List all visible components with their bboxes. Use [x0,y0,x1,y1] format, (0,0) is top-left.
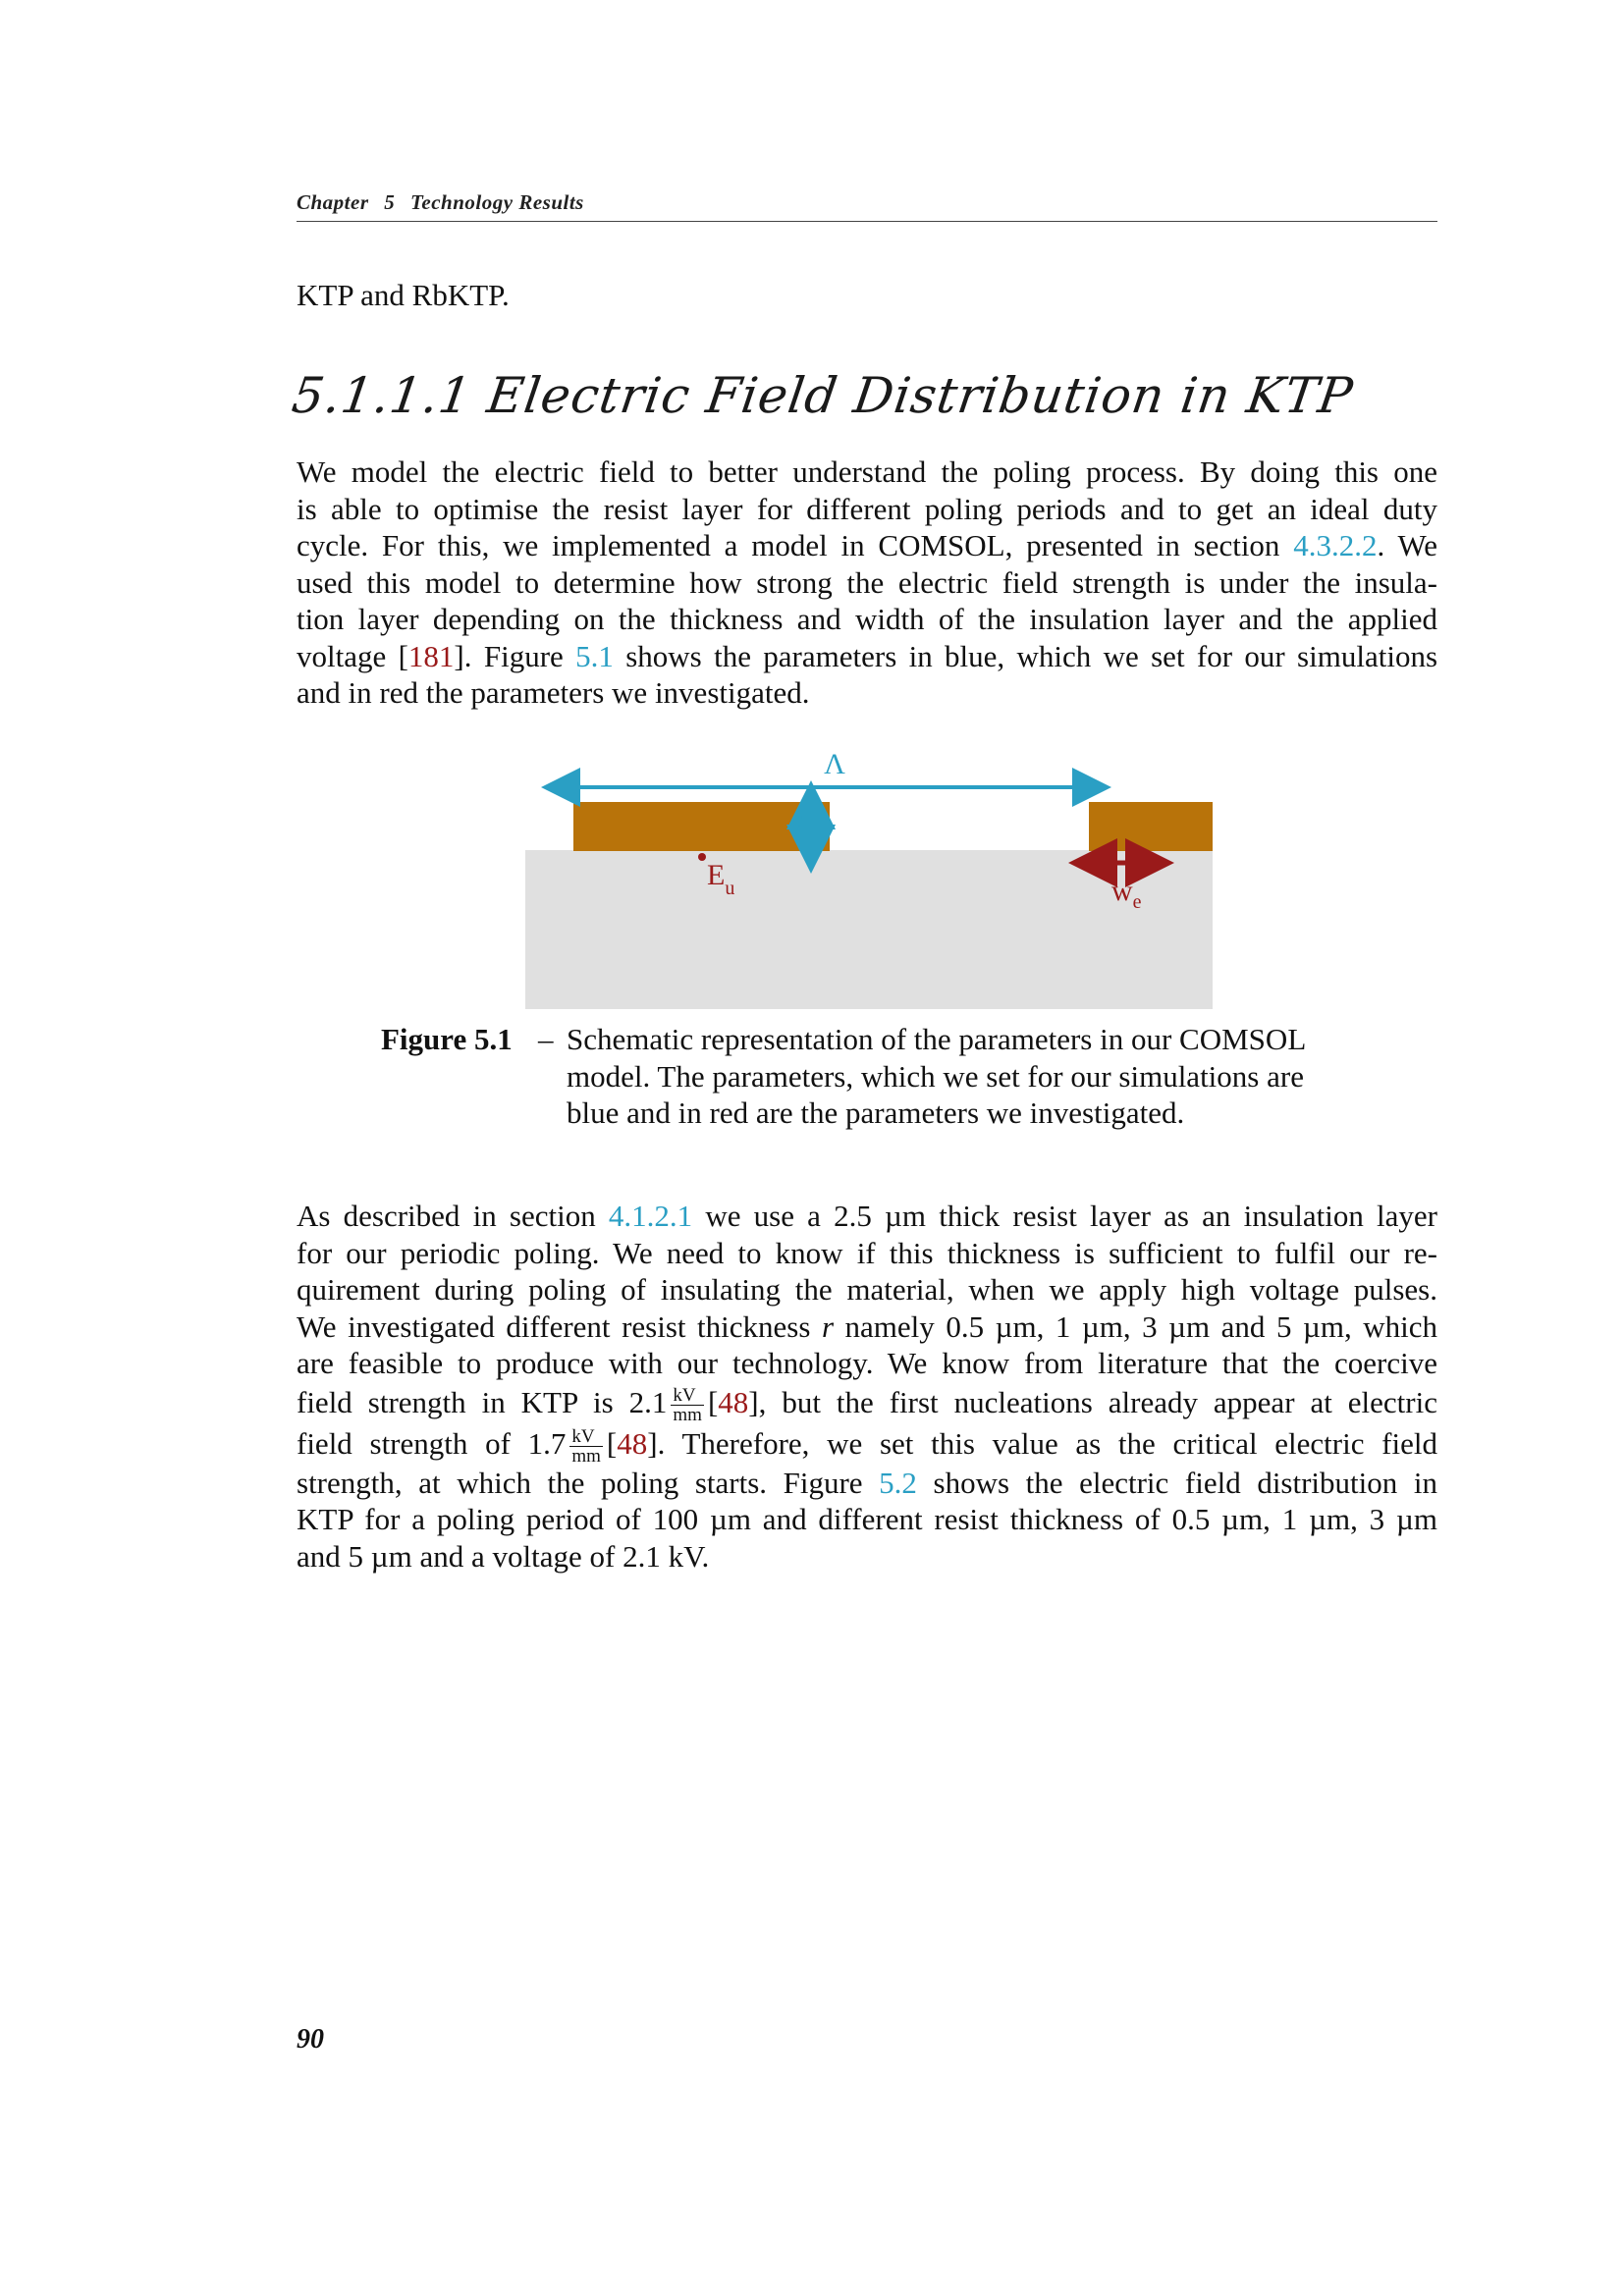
figure-link[interactable]: 5.2 [879,1465,917,1500]
caption-text: Schematic representation of the parameters in our COMSOL model. The parameters, which we set for our simulations are blue and in red are the parameters we investigated. [567,1022,1307,1130]
text-line: and in red the parameters we investigated. [297,675,810,710]
text-line: for our periodic poling. We need to know if this thickness is sufficient to fulfil our re- [297,1235,1437,1270]
resist-block-right [1089,802,1213,851]
text-line: We model the electric field to better understand the poling process. By doing this one [297,454,1437,489]
text-line: used this model to determine how strong the electric field strength is under the insula- [297,564,1437,600]
text-line: quirement during poling of insulating the material, when we apply high voltage pulses. [297,1272,1437,1307]
citation-link[interactable]: 181 [407,638,455,673]
text-line: As described in section 4.1.2.1 we use a 2.5 µm thick resist layer as an insulation layer [297,1199,1437,1233]
ktp-substrate [525,850,1213,1009]
citation-link[interactable]: 48 [617,1425,648,1461]
caption-label: Figure 5.1 [381,1022,513,1056]
header-chapter: Chapter [297,190,369,214]
width-label: $w_e$ [1111,875,1142,913]
text-line: and 5 µm and a voltage of 2.1 kV. [297,1538,710,1574]
section-title: 5.1.1.1 Electric Field Distribution in KTP [288,367,1357,424]
intro-line: KTP and RbKTP. [297,278,510,312]
text-line: cycle. For this, we implemented a model in COMSOL, presented in section 4.3.2.2. We [297,528,1438,562]
paragraph-1 [297,454,1437,712]
unit-fraction: $\frac{kV}{mm}$ [673,1384,702,1425]
figure-link[interactable]: 5.1 [575,638,614,673]
citation-link[interactable]: 48 [718,1384,749,1419]
text-line: field strength of 1.7 $\frac{kV}{mm}$ [48]. Therefore, we set this value as the critical electric field [297,1425,1437,1467]
schematic-diagram [525,736,1213,1011]
eu-label: $E_u$ [707,859,735,899]
header-rule [297,221,1437,222]
section-link[interactable]: 4.1.2.1 [608,1199,693,1233]
page-number: 90 [297,2024,324,2055]
text-line: voltage [181]. Figure 5.1 shows the parameters in blue, which we set for our simulations [297,638,1438,673]
running-header [297,190,1437,215]
section-link[interactable]: 4.3.2.2 [1293,528,1378,562]
text-line: is able to optimise the resist layer for different poling periods and to get an ideal duty [297,491,1437,526]
paragraph-2 [297,1198,1437,1575]
header-title: Technology Results [410,190,584,214]
lambda-label: Λ [824,748,845,780]
text-line: We investigated different resist thickness r namely 0.5 µm, 1 µm, 3 µm and 5 µm, which [297,1308,1437,1344]
text-line: strength, at which the poling starts. Figure 5.2 shows the electric field distribution in [297,1465,1437,1500]
text-line: field strength in KTP is 2.1 $\frac{kV}{mm}$ [48], but the first nucleations already appear at electric [297,1384,1437,1425]
figure-5-1 [525,736,1213,1011]
text-line: tion layer depending on the thickness and width of the insulation layer and the applied [297,602,1437,636]
text-line: are feasible to produce with our technology. We know from literature that the coercive [297,1346,1437,1380]
unit-fraction: $\frac{kV}{mm}$ [571,1425,601,1467]
eu-point [698,853,706,861]
resist-block-left [573,802,830,851]
caption-dash: – [538,1022,554,1056]
text-line: KTP for a poling period of 100 µm and different resist thickness of 0.5 µm, 1 µm, 3 µm [297,1502,1437,1536]
header-chapter-number: 5 [384,190,396,214]
thickness-label: r [794,807,802,832]
